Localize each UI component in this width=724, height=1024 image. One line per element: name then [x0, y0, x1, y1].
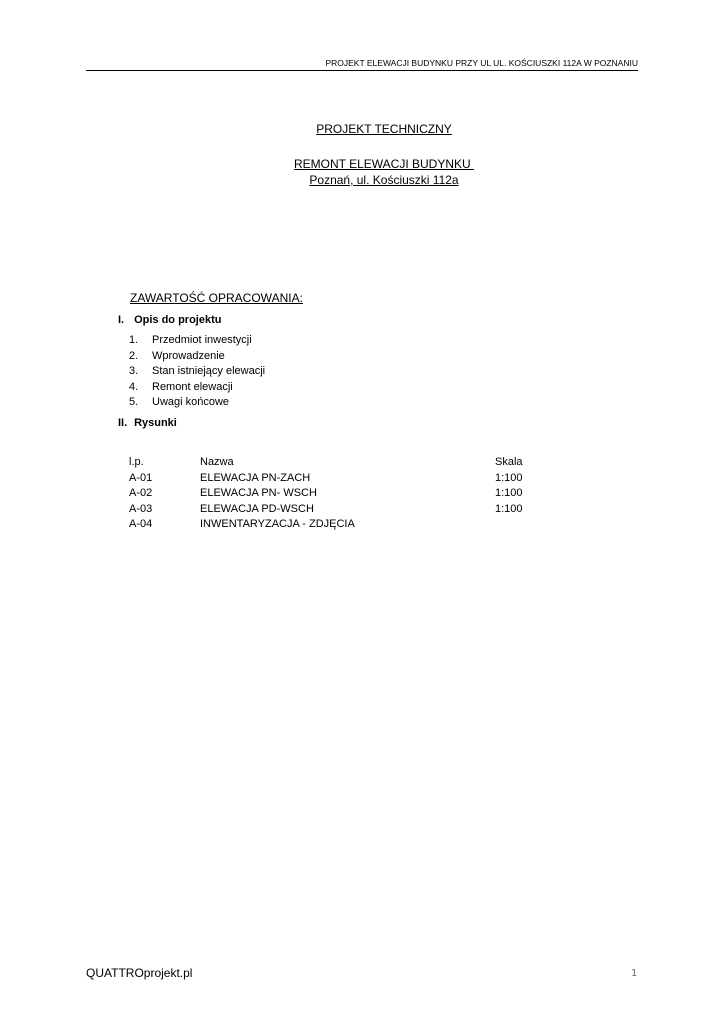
table-row [129, 471, 529, 487]
table-header-row [129, 455, 529, 471]
column-header-lp: l.p. [129, 456, 144, 468]
list-item [129, 364, 265, 380]
document-type-title: PROJEKT TECHNICZNY [316, 122, 452, 136]
project-title: REMONT ELEWACJI BUDYNKU [293, 157, 475, 171]
drawing-number: A-03 [129, 502, 153, 515]
drawing-scale: 1:100 [495, 471, 523, 484]
drawings-table [129, 455, 529, 533]
drawing-number: A-01 [129, 471, 153, 484]
contents-heading: ZAWARTOŚĆ OPRACOWANIA: [130, 291, 303, 305]
section-heading-drawings [118, 417, 177, 429]
column-header-scale: Skala [495, 456, 523, 468]
table-row [129, 502, 529, 518]
drawing-name: ELEWACJA PN-ZACH [200, 471, 311, 484]
drawing-number: A-02 [129, 487, 153, 499]
list-item-label: Stan istniejący elewacji [152, 365, 266, 377]
section-number: I. [118, 314, 125, 326]
section-heading-description [118, 314, 221, 326]
list-item [129, 380, 265, 396]
column-header-name: Nazwa [200, 456, 234, 468]
list-item [129, 333, 265, 349]
list-item [129, 349, 265, 365]
drawing-name: ELEWACJA PD-WSCH [200, 502, 314, 515]
list-item-number: 4. [129, 380, 139, 393]
list-item-label: Uwagi końcowe [152, 396, 230, 408]
running-header: PROJEKT ELEWACJI BUDYNKU PRZY UL UL. KOŚCIUSZKI 112A W POZNANIU [325, 58, 638, 68]
drawing-scale: 1:100 [495, 487, 523, 499]
section-title: Rysunki [134, 417, 177, 429]
title-block [86, 121, 682, 188]
list-item-label: Przedmiot inwestycji [152, 334, 252, 346]
list-item-number: 1. [129, 334, 139, 346]
footer-brand: QUATTROprojekt.pl [86, 966, 193, 980]
section-title: Opis do projektu [134, 314, 222, 326]
page-number: 1 [631, 968, 638, 979]
drawing-scale: 1:100 [495, 502, 523, 515]
drawing-name: INWENTARYZACJA - ZDJĘCIA [200, 518, 355, 530]
description-items-list [129, 333, 265, 411]
section-number: II. [118, 417, 128, 429]
drawing-number: A-04 [129, 518, 153, 530]
list-item-label: Remont elewacji [152, 380, 233, 393]
table-row [129, 517, 529, 533]
list-item-label: Wprowadzenie [152, 349, 225, 362]
list-item-number: 5. [129, 396, 139, 408]
list-item [129, 395, 265, 411]
table-row [129, 486, 529, 502]
title-spacer [86, 137, 682, 156]
header-divider [86, 70, 638, 71]
list-item-number: 2. [129, 349, 139, 362]
list-item-number: 3. [129, 365, 139, 377]
drawing-name: ELEWACJA PN- WSCH [200, 487, 317, 499]
project-address: Poznań, ul. Kościuszki 112a [309, 173, 459, 187]
